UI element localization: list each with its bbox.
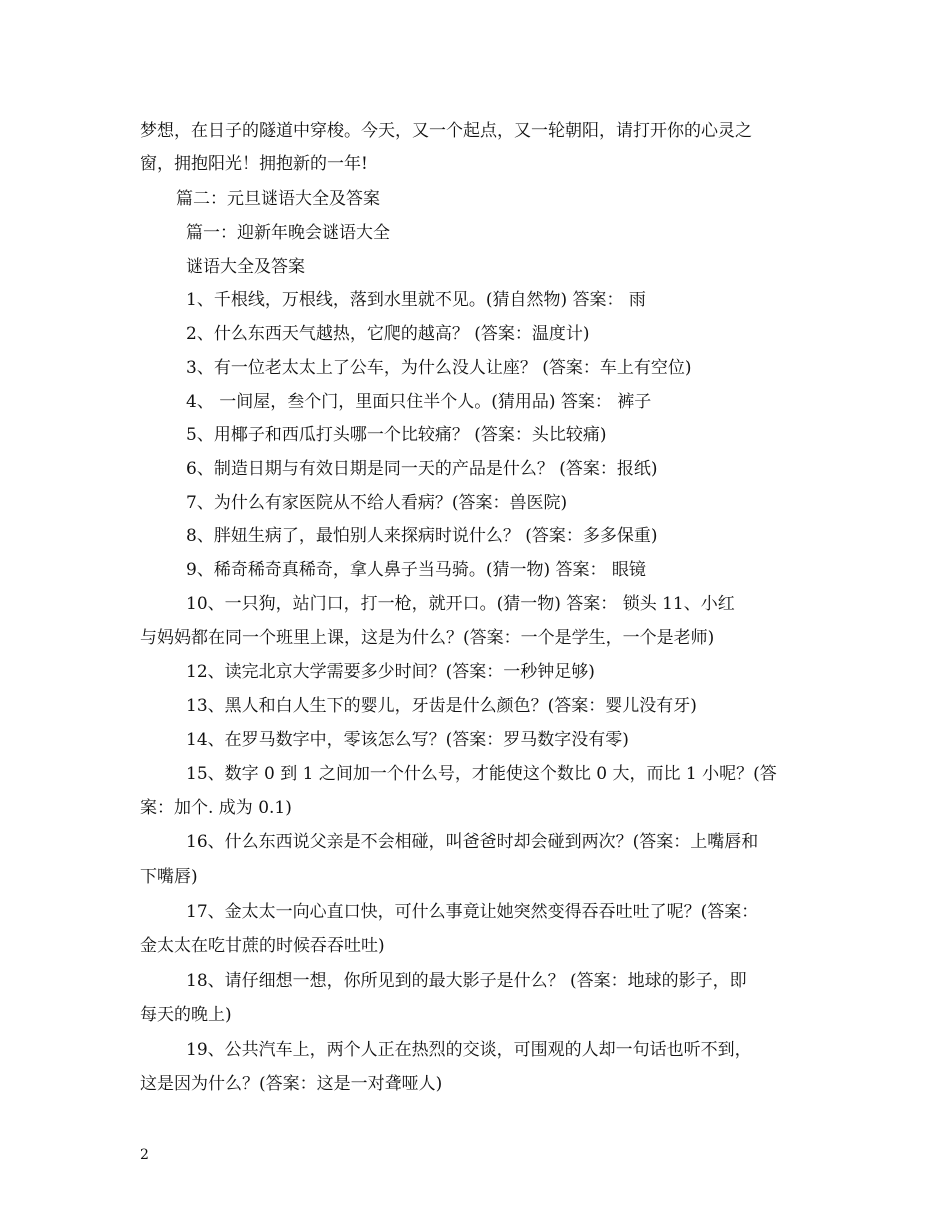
riddle-line: 13、黑人和白人生下的婴儿，牙齿是什么颜色？(答案：婴儿没有牙) <box>186 696 697 716</box>
riddle-line: 案：加个. 成为 0.1) <box>140 798 292 818</box>
riddle-line: 3、有一位老太太上了公车，为什么没人让座？ (答案：车上有空位) <box>186 358 692 378</box>
text-line: 窗，拥抱阳光！拥抱新的一年! <box>140 154 368 174</box>
riddle-line: 15、数字 0 到 1 之间加一个什么号，才能使这个数比 0 大，而比 1 小呢？(答 <box>186 764 777 784</box>
riddle-line: 6、制造日期与有效日期是同一天的产品是什么？ (答案：报纸) <box>186 459 658 479</box>
section-heading: 谜语大全及答案 <box>186 257 305 277</box>
riddle-line: 18、请仔细想一想，你所见到的最大影子是什么？ (答案：地球的影子，即 <box>186 971 747 991</box>
section-heading: 篇一：迎新年晚会谜语大全 <box>186 223 390 243</box>
riddle-line: 2、什么东西天气越热，它爬的越高？ (答案：温度计) <box>186 324 590 344</box>
riddle-line: 10、一只狗，站门口，打一枪，就开口。(猜一物) 答案： 锁头 11、小红 <box>186 594 735 614</box>
riddle-line: 17、金太太一向心直口快，可什么事竟让她突然变得吞吞吐吐了呢？(答案： <box>186 902 759 922</box>
riddle-line: 7、为什么有家医院从不给人看病？(答案：兽医院) <box>186 493 568 513</box>
riddle-line: 8、胖妞生病了，最怕别人来探病时说什么？ (答案：多多保重) <box>186 526 658 546</box>
riddle-line: 4、 一间屋，叁个门，里面只住半个人。(猜用品) 答案： 裤子 <box>186 392 652 412</box>
riddle-line: 这是因为什么？(答案：这是一对聋哑人) <box>140 1074 443 1094</box>
text-line: 梦想，在日子的隧道中穿梭。今天，又一个起点，又一轮朝阳，请打开你的心灵之 <box>140 121 752 141</box>
riddle-line: 每天的晚上) <box>140 1005 232 1025</box>
riddle-line: 9、稀奇稀奇真稀奇，拿人鼻子当马骑。(猜一物) 答案： 眼镜 <box>186 560 646 580</box>
riddle-line: 12、读完北京大学需要多少时间？(答案：一秒钟足够) <box>186 662 595 682</box>
riddle-line: 1、千根线，万根线，落到水里就不见。(猜自然物) 答案： 雨 <box>186 290 646 310</box>
riddle-line: 16、什么东西说父亲是不会相碰，叫爸爸时却会碰到两次？(答案：上嘴唇和 <box>186 832 759 852</box>
riddle-line: 下嘴唇) <box>140 867 198 887</box>
riddle-line: 5、用椰子和西瓜打头哪一个比较痛？ (答案：头比较痛) <box>186 425 607 445</box>
riddle-line: 19、公共汽车上，两个人正在热烈的交谈，可围观的人却一句话也听不到， <box>186 1040 752 1060</box>
riddle-line: 14、在罗马数字中，零该怎么写？(答案：罗马数字没有零) <box>186 730 629 750</box>
riddle-line: 金太太在吃甘蔗的时候吞吞吐吐) <box>140 936 385 956</box>
riddle-line: 与妈妈都在同一个班里上课，这是为什么？(答案：一个是学生，一个是老师) <box>140 628 715 648</box>
page-number: 2 <box>140 1147 149 1163</box>
section-heading: 篇二：元旦谜语大全及答案 <box>176 189 380 209</box>
